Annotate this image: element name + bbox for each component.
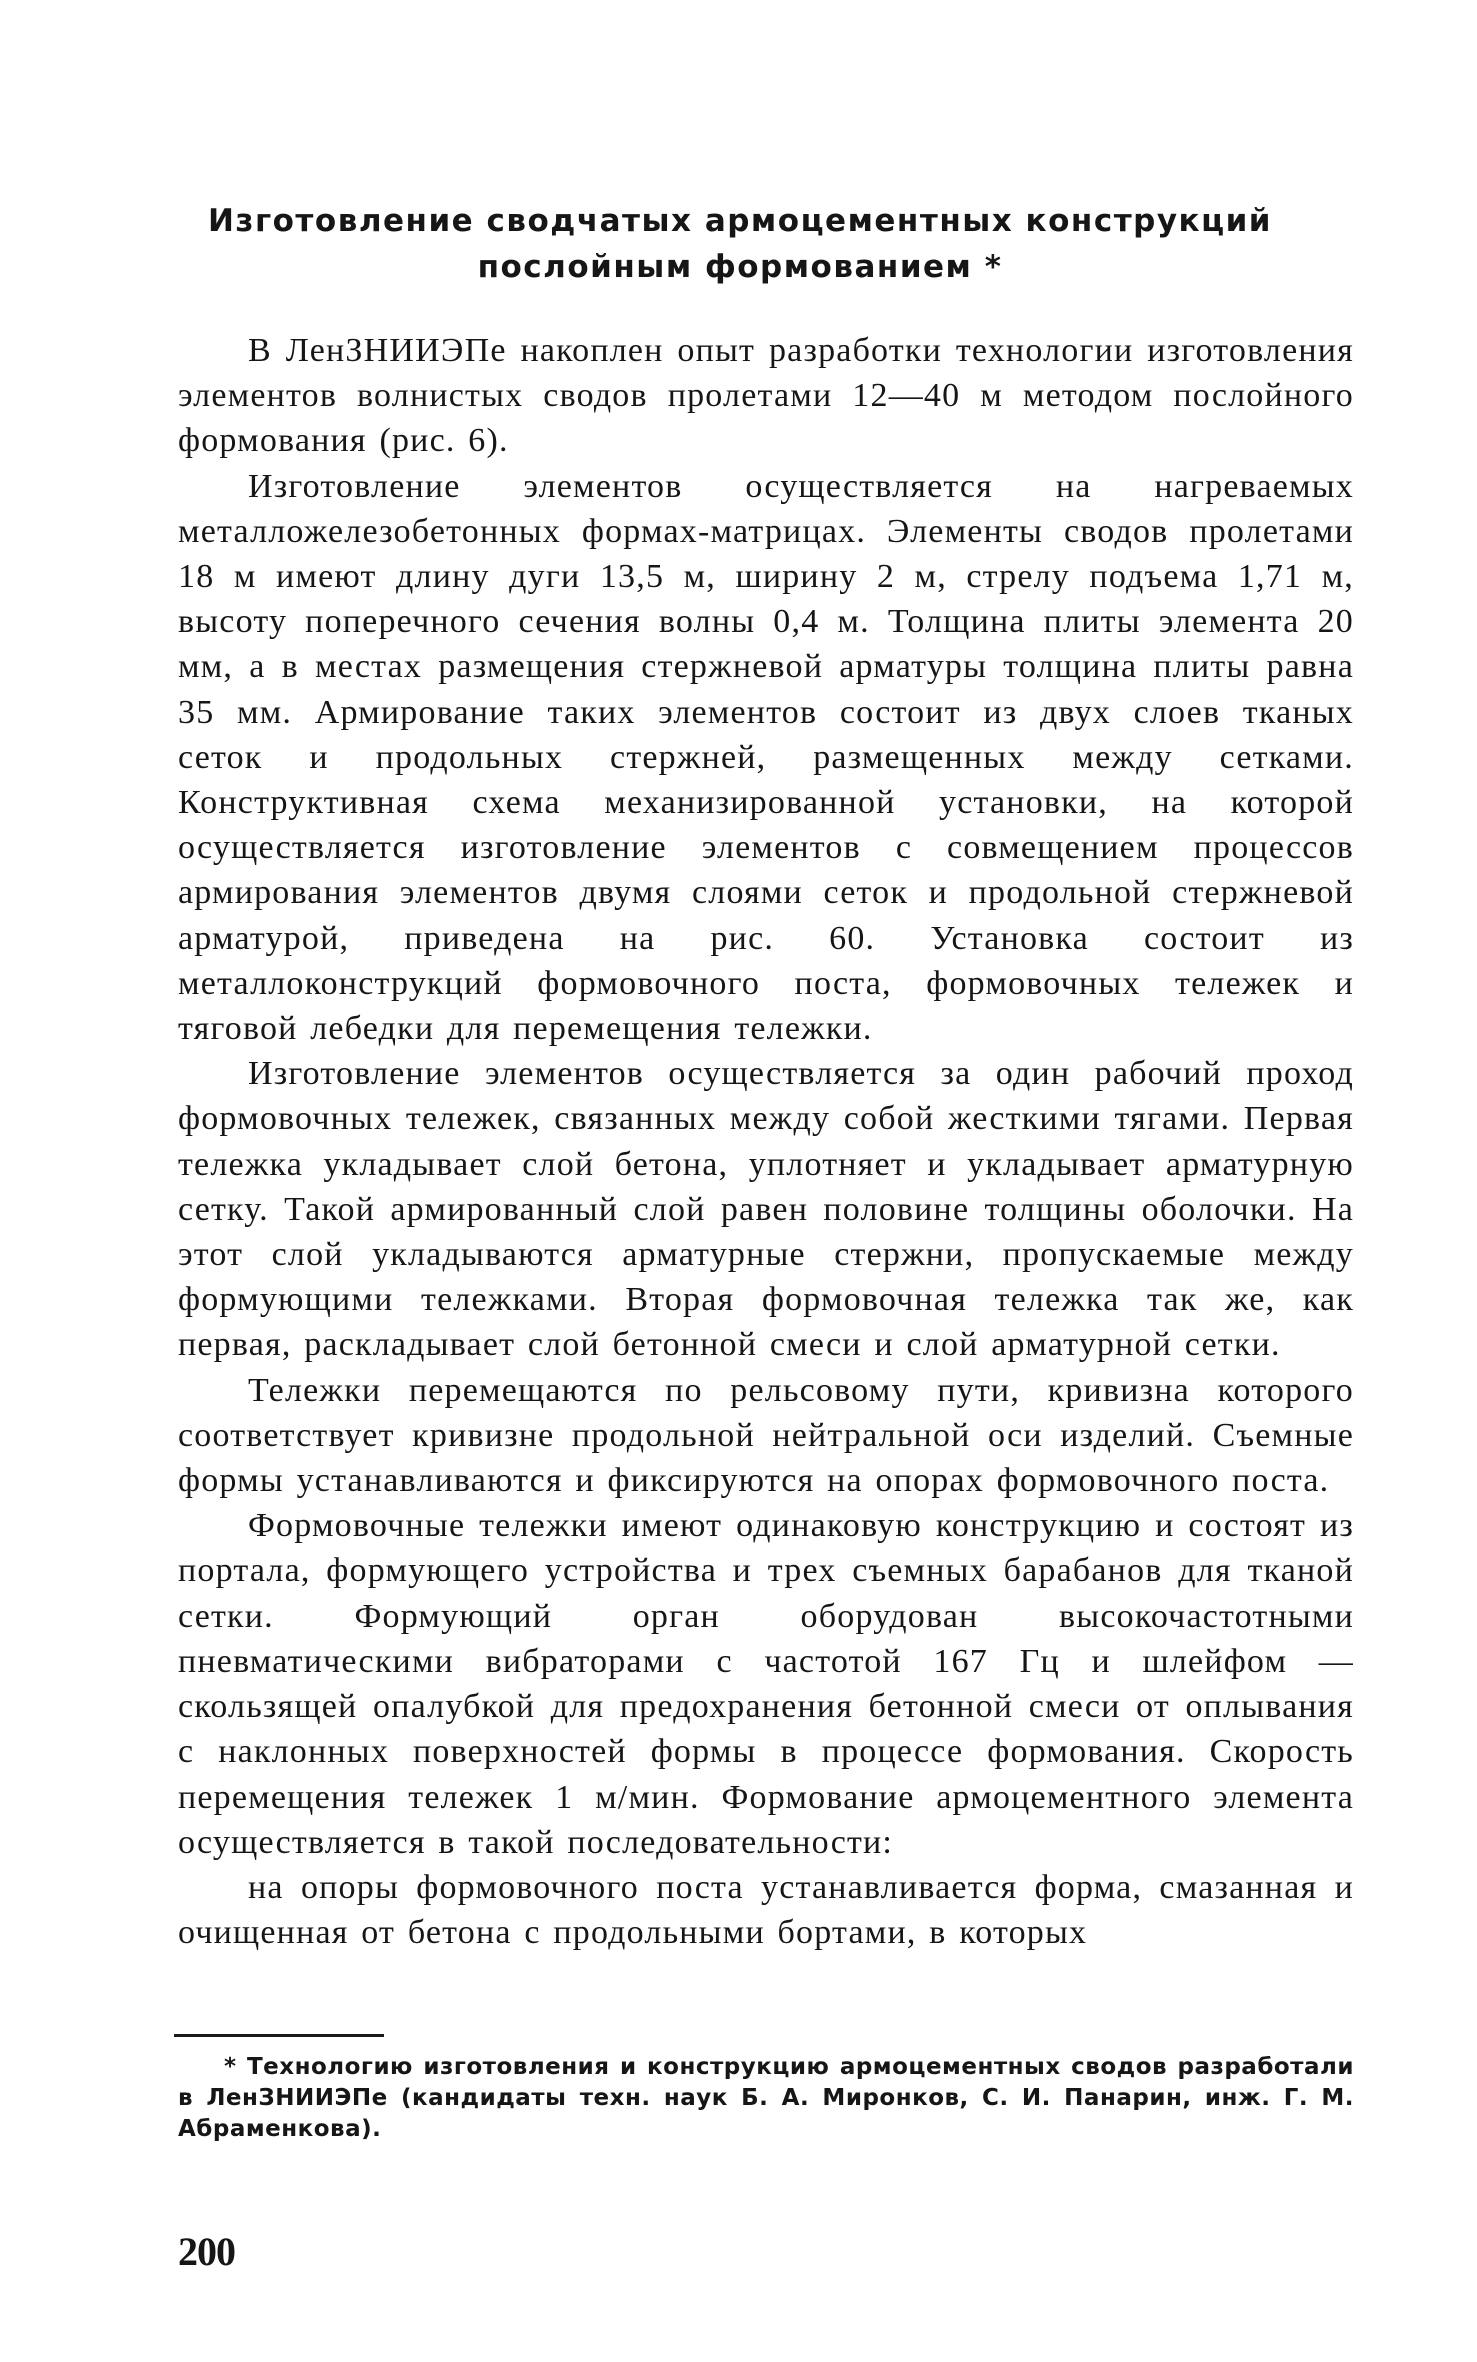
paragraph: Формовочные тележки имеют одинаковую конструкцию и состоят из портала, формующего устройства и трех съемных барабанов для тканой сетки. Формующий орган оборудован высокочастотными пневматическими вибраторами с частотой 167 Гц и шлейфом — скользящей опалубкой для предохранения бетонной смеси от оплывания с наклонных поверхностей формы в процессе формования. Скорость перемещения тележек 1 м/мин. Формование армоцементного элемента осуществляется в такой последовательности: [178, 1507, 1354, 1861]
paragraph: В ЛенЗНИИЭПе накоплен опыт разработки технологии изготовления элементов волнистых сводов пролетами 12—40 м методом послойного формования (рис. 6). [178, 332, 1354, 460]
footnote: * Технологию изготовления и конструкцию армоцементных сводов разработали в ЛенЗНИИЭПе (кандидаты техн. наук Б. А. Миронков, С. И. Панарин, инж. Г. М. Абраменкова). [178, 2054, 1354, 2142]
paragraph: Изготовление элементов осуществляется за один рабочий проход формовочных тележек, связанных между собой жесткими тягами. Первая тележка укладывает слой бетона, уплотняет и укладывает арматурную сетку. Такой армированный слой равен половине толщины оболочки. На этот слой укладываются арматурные стержни, пропускаемые между формующими тележками. Вторая формовочная тележка так же, как первая, раскладывает слой бетонной смеси и слой арматурной сетки. [178, 1055, 1354, 1364]
heading-line-2: послойным формованием * [477, 249, 1003, 285]
heading-line-1: Изготовление сводчатых армоцементных конструкций [207, 203, 1273, 239]
section-heading [160, 198, 1320, 290]
paragraph: Изготовление элементов осуществляется на нагреваемых металложелезобетонных формах-матрицах. Элементы сводов пролетами 18 м имеют длину дуги 13,5 м, ширину 2 м, стрелу подъема 1,71 м, высоту поперечного сечения волны 0,4 м. Толщина плиты элемента 20 мм, а в местах размещения стержневой арматуры толщина плиты равна 35 мм. Армирование таких элементов состоит из двух слоев тканых сеток и продольных стержней, размещенных между сетками. Конструктивная схема механизированной установки, на которой осуществляется изготовление элементов с совмещением процессов армирования элементов двумя слоями сеток и продольной стержневой арматурой, приведена на рис. 60. Установка состоит из металлоконструкций формовочного поста, формовочных тележек и тяговой лебедки для перемещения тележки. [178, 467, 1354, 1048]
paragraph: на опоры формовочного поста устанавливается форма, смазанная и очищенная от бетона с продольными бортами, в которых [178, 1868, 1354, 1952]
body-text [178, 328, 1354, 1955]
paragraph: Тележки перемещаются по рельсовому пути, кривизна которого соответствует кривизне продольной нейтральной оси изделий. Съемные формы устанавливаются и фиксируются на опорах формовочного поста. [178, 1371, 1354, 1500]
footnote-divider [174, 2034, 384, 2037]
page-number: 200 [178, 2229, 235, 2274]
